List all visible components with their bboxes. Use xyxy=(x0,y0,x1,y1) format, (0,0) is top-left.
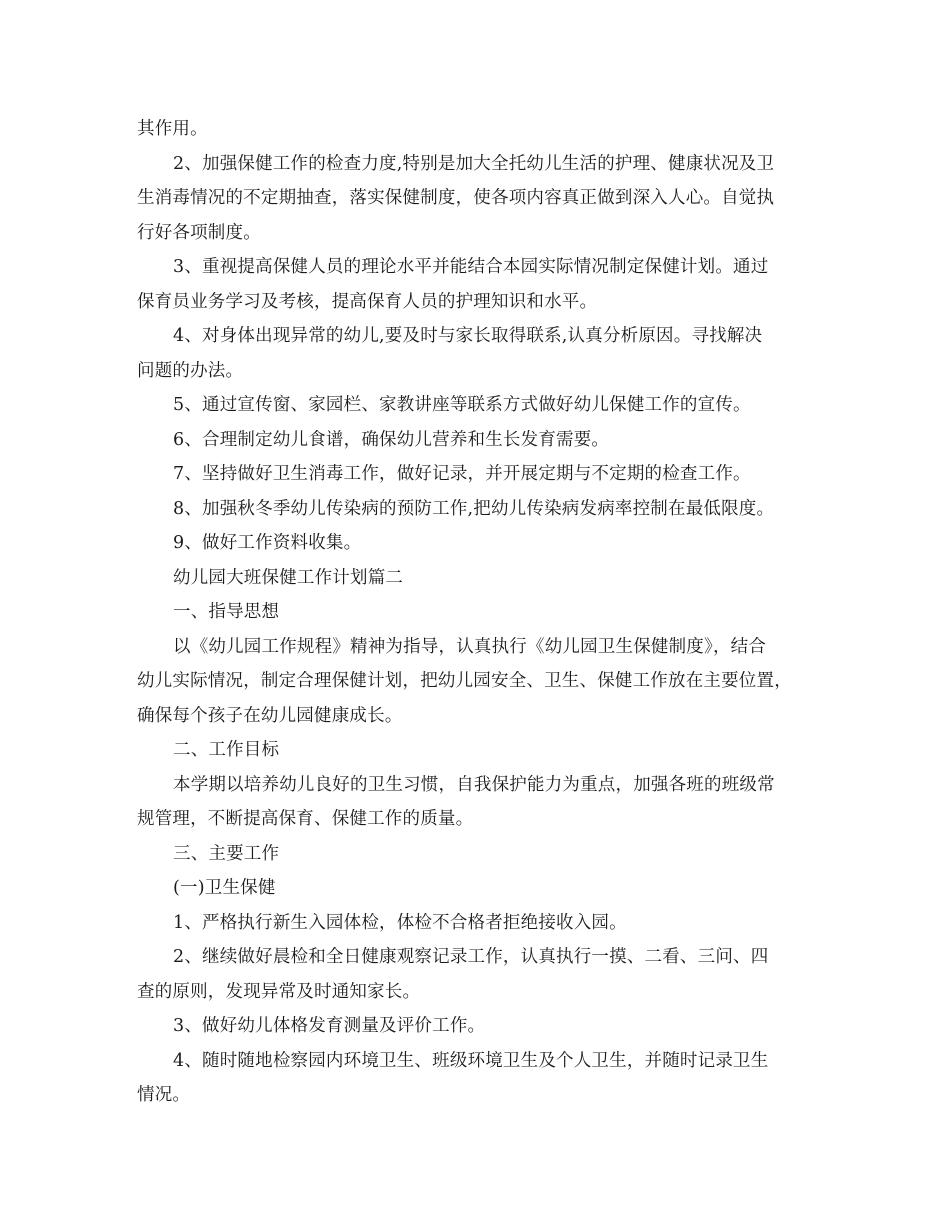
subheading-hygiene-care xyxy=(137,871,825,906)
paragraph-work-goals xyxy=(137,768,825,837)
list-item-4 xyxy=(137,319,825,388)
paragraph-continuation xyxy=(137,112,825,147)
heading-guiding-ideology xyxy=(137,595,825,630)
text-line: 本学期以培养幼儿良好的卫生习惯，自我保护能力为重点，加强各班的班级常 xyxy=(173,774,775,795)
text-line: (一)卫生保健 xyxy=(173,878,276,898)
text-line: 4、对身体出现异常的幼儿,要及时与家长取得联系,认真分析原因。寻找解决 xyxy=(173,326,763,346)
text-line: 3、重视提高保健人员的理论水平并能结合本园实际情况制定保健计划。通过 xyxy=(173,257,769,277)
text-line: 行好各项制度。 xyxy=(137,222,261,243)
text-line: 规管理，不断提高保育、保健工作的质量。 xyxy=(137,809,474,829)
paragraph-guiding-ideology xyxy=(137,630,825,734)
text-line: 问题的办法。 xyxy=(137,360,244,381)
text-line: 一、指导思想 xyxy=(173,602,280,622)
list-item-b3 xyxy=(137,1009,825,1044)
text-line: 确保每个孩子在幼儿园健康成长。 xyxy=(137,705,403,726)
list-item-b2 xyxy=(137,940,825,1009)
heading-work-goals xyxy=(137,733,825,768)
list-item-3 xyxy=(137,250,825,319)
list-item-b1 xyxy=(137,906,825,941)
text-line: 其作用。 xyxy=(137,119,208,139)
text-line: 4、随时随地检察园内环境卫生、班级环境卫生及个人卫生，并随时记录卫生 xyxy=(173,1050,769,1071)
text-line: 1、严格执行新生入园体检，体检不合格者拒绝接收入园。 xyxy=(173,912,627,933)
text-line: 3、做好幼儿体格发育测量及评价工作。 xyxy=(173,1016,486,1036)
document-body xyxy=(137,112,825,1113)
text-line: 6、合理制定幼儿食谱，确保幼儿营养和生长发育需要。 xyxy=(173,429,610,450)
list-item-9 xyxy=(137,526,825,561)
list-item-8 xyxy=(137,492,825,527)
text-line: 生消毒情况的不定期抽查，落实保健制度，使各项内容真正做到深入人心。自觉执 xyxy=(137,188,775,208)
list-item-6 xyxy=(137,423,825,458)
text-line: 查的原则，发现异常及时通知家长。 xyxy=(137,981,421,1002)
text-line: 8、加强秋冬季幼儿传染病的预防工作,把幼儿传染病发病率控制在最低限度。 xyxy=(173,498,775,519)
text-line: 三、主要工作 xyxy=(173,843,280,864)
list-item-7 xyxy=(137,457,825,492)
text-line: 7、坚持做好卫生消毒工作，做好记录，并开展定期与不定期的检查工作。 xyxy=(173,464,751,484)
text-line: 5、通过宣传窗、家园栏、家教讲座等联系方式做好幼儿保健工作的宣传。 xyxy=(173,395,751,415)
text-line: 二、工作目标 xyxy=(173,740,280,760)
list-item-b4 xyxy=(137,1044,825,1113)
heading-main-work xyxy=(137,837,825,872)
list-item-5 xyxy=(137,388,825,423)
text-line: 保育员业务学习及考核，提高保育人员的护理知识和水平。 xyxy=(137,291,598,312)
text-line: 幼儿园大班保健工作计划篇二 xyxy=(173,567,404,588)
text-line: 2、继续做好晨检和全日健康观察记录工作，认真执行一摸、二看、三问、四 xyxy=(173,947,769,967)
section-title xyxy=(137,561,825,596)
text-line: 9、做好工作资料收集。 xyxy=(173,533,362,553)
text-line: 情况。 xyxy=(137,1085,191,1105)
list-item-2 xyxy=(137,147,825,251)
text-line: 以《幼儿园工作规程》精神为指导，认真执行《幼儿园卫生保健制度》，结合 xyxy=(173,636,767,657)
text-line: 幼儿实际情况，制定合理保健计划，把幼儿园安全、卫生、保健工作放在主要位置， xyxy=(137,671,792,691)
text-line: 2、加强保健工作的检查力度,特别是加大全托幼儿生活的护理、健康状况及卫 xyxy=(173,153,775,174)
